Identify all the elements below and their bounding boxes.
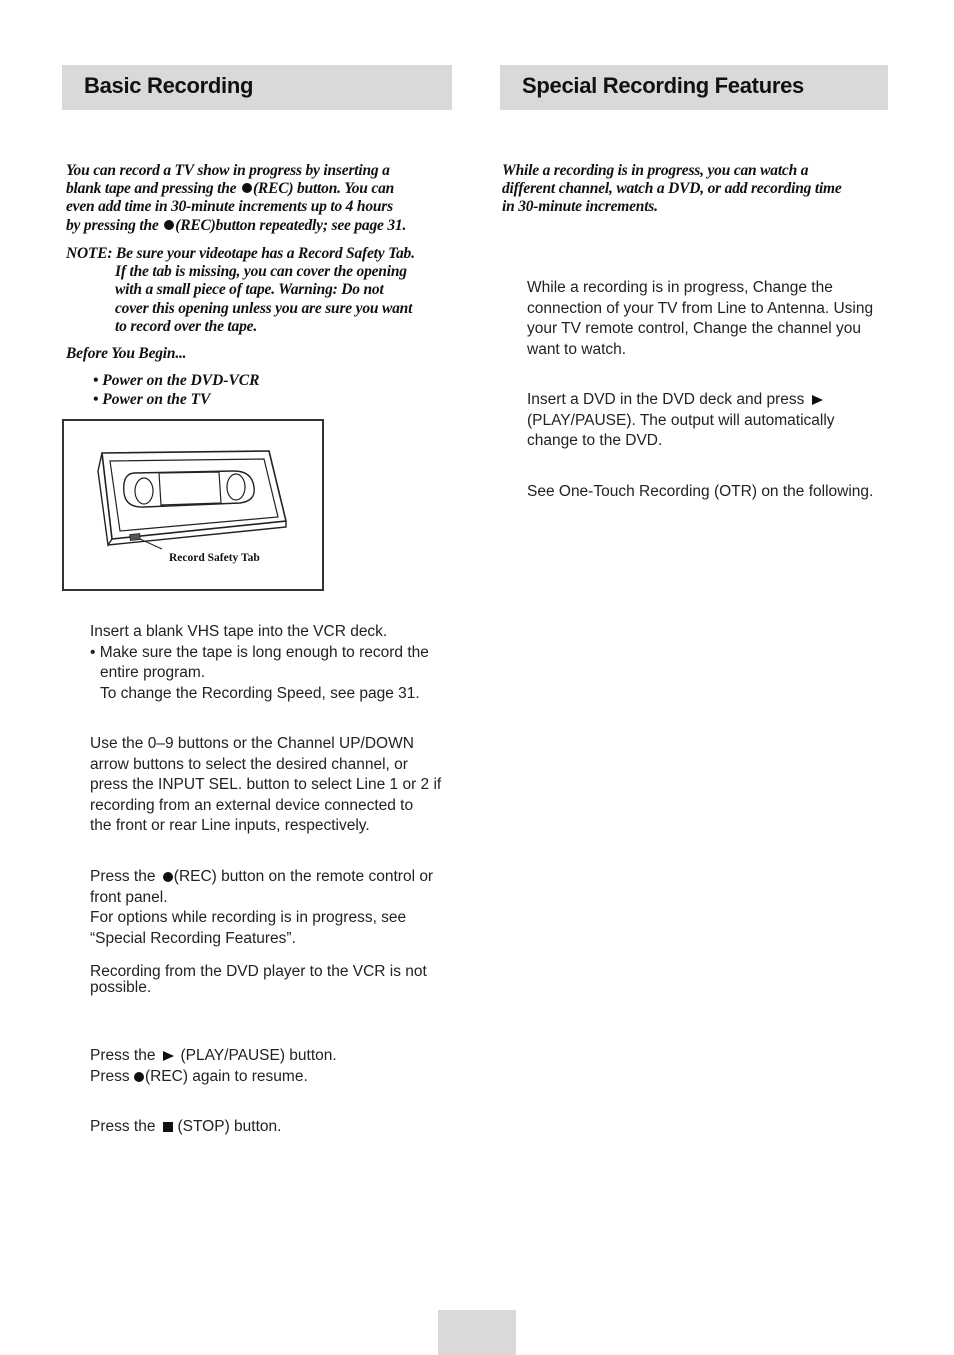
- item-line: your TV remote control, Change the channel you: [527, 320, 862, 337]
- item-line: Insert a DVD in the DVD deck and press: [527, 390, 887, 411]
- step-4-pause: [90, 1046, 455, 1087]
- step-line: Press the (PLAY/PAUSE) button.: [90, 1047, 337, 1064]
- intro-line: You can record a TV show in progress by inserting a: [66, 162, 390, 179]
- intro-line: While a recording is in progress, you can watch a: [502, 162, 809, 179]
- step-line: Recording from the DVD player to the VCR is not: [90, 963, 427, 980]
- page-number-tab: [438, 1310, 516, 1355]
- step-line: Press the (STOP) button.: [90, 1118, 282, 1135]
- intro-line: even add time in 30-minute increments up to 4 hours: [66, 198, 393, 216]
- item-line: connection of your TV from Line to Antenna. Using: [527, 299, 874, 317]
- step-3-press-rec: [90, 867, 455, 949]
- item-line: While a recording is in progress, Change the: [527, 279, 833, 296]
- step-line: possible.: [90, 978, 152, 996]
- record-dot-icon: [242, 183, 252, 193]
- add-recording-time: [527, 482, 887, 503]
- section-header-special-recording: Special Recording Features: [500, 65, 888, 110]
- intro-line: in 30-minute increments.: [502, 198, 658, 216]
- stop-icon: [163, 1122, 173, 1132]
- intro-line: blank tape and pressing the (REC) button. You can: [66, 180, 395, 198]
- prerequisite-item: • Power on the DVD-VCR: [93, 372, 260, 389]
- note-line: If the tab is missing, you can cover the opening: [115, 263, 407, 281]
- note-paragraph: [66, 245, 456, 336]
- intro-line: different channel, watch a DVD, or add recording time: [502, 180, 842, 198]
- step-line: Press the (REC) button on the remote control or: [90, 868, 434, 885]
- cassette-illustration: [62, 419, 324, 591]
- intro-line: by pressing the (REC)button repeatedly; see page 31.: [66, 216, 407, 234]
- step-line: To change the Recording Speed, see page 31.: [100, 684, 420, 702]
- step-line: entire program.: [100, 664, 206, 681]
- record-dot-icon: [163, 872, 173, 882]
- step-line: arrow buttons to select the desired channel, or: [90, 755, 408, 773]
- play-pause-icon: [812, 395, 823, 405]
- play-pause-icon: [163, 1051, 174, 1061]
- note-line: NOTE: Be sure your videotape has a Record Safety Tab.: [66, 245, 415, 262]
- step-line: For options while recording is in progress, see: [90, 909, 407, 926]
- step-1-insert-tape: [90, 622, 455, 704]
- special-intro-paragraph: [502, 162, 892, 217]
- watch-different-channel: [527, 278, 887, 360]
- item-line: want to watch.: [527, 340, 627, 358]
- step-line: Press (REC) again to resume.: [90, 1067, 308, 1085]
- step-3-note: [90, 964, 455, 995]
- item-line: See One-Touch Recording (OTR) on the following.: [527, 483, 874, 500]
- step-line: front panel.: [90, 888, 168, 906]
- intro-paragraph: [66, 162, 456, 235]
- step-line: • Make sure the tape is long enough to record the: [90, 643, 429, 661]
- item-line: change to the DVD.: [527, 432, 663, 449]
- step-line: the front or rear Line inputs, respectively.: [90, 817, 370, 834]
- before-you-begin: Before You Begin...: [66, 345, 187, 362]
- record-safety-tab-label: Record Safety Tab: [169, 552, 260, 564]
- prerequisite-list: [93, 372, 259, 409]
- step-line: press the INPUT SEL. button to select Line 1 or 2 if: [90, 776, 442, 793]
- note-line: cover this opening unless you are sure you want: [115, 299, 413, 317]
- step-2-select-channel: [90, 734, 455, 837]
- note-line: to record over the tape.: [115, 317, 257, 335]
- record-dot-icon: [164, 220, 174, 230]
- item-line: (PLAY/PAUSE). The output will automatically: [527, 411, 835, 429]
- step-line: Use the 0–9 buttons or the Channel UP/DOWN: [90, 735, 414, 752]
- watch-dvd: [527, 390, 887, 452]
- section-header-basic-recording: Basic Recording: [62, 65, 452, 110]
- step-line: Insert a blank VHS tape into the VCR deck.: [90, 623, 388, 640]
- prerequisite-item: • Power on the TV: [93, 390, 211, 408]
- step-5-stop: [90, 1117, 455, 1138]
- step-line: “Special Recording Features”.: [90, 929, 296, 947]
- step-line: recording from an external device connected to: [90, 796, 414, 814]
- record-dot-icon: [134, 1072, 144, 1082]
- note-line: with a small piece of tape. Warning: Do not: [115, 281, 384, 299]
